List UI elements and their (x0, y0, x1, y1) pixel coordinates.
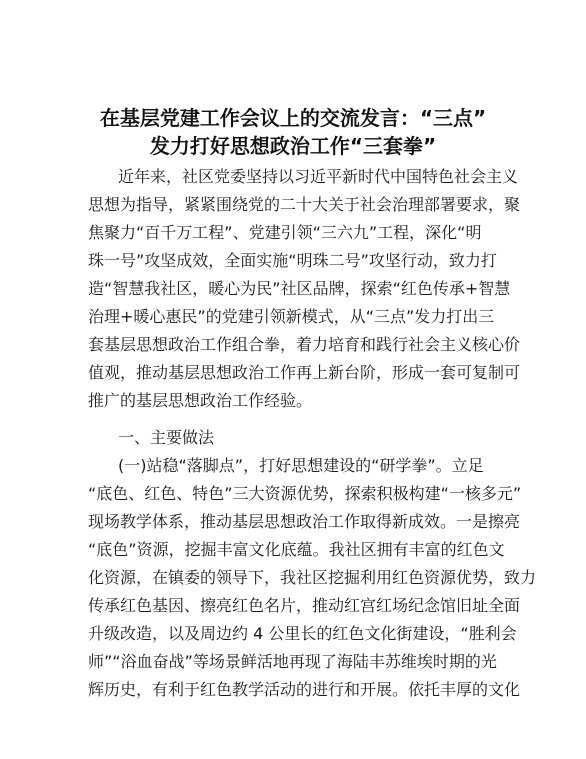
section-line: “底色”资源，挖掘丰富文化底蕴。我社区拥有丰富的红色文 (88, 540, 505, 559)
document-title-line-1: 在基层党建工作会议上的交流发言：“三点” (99, 106, 487, 130)
section-line: 化资源，在镇委的领导下，我社区挖掘利用红色资源优势，致力 (88, 568, 537, 587)
intro-line: 焦聚力“百千万工程”、党建引领“三六九”工程，深化“明 (88, 223, 482, 242)
section-line: 师”“浴血奋战”等场景鲜活地再现了海陆丰苏维埃时期的光 (88, 652, 497, 671)
intro-line: 造“智慧我社区，暖心为民”社区品牌，探索“红色传承+智慧 (88, 279, 511, 298)
section-line: 辉历史，有利于红色教学活动的进行和开展。依托丰厚的文化 (88, 680, 521, 699)
section-line: (一)站稳“落脚点”，打好思想建设的“研学拳”。立足 (118, 456, 484, 475)
intro-line: 推广的基层思想政治工作经验。 (88, 391, 313, 410)
intro-line: 值观，推动基层思想政治工作再上新台阶，形成一套可复制可 (88, 363, 521, 382)
section-line: 传承红色基因、擦亮红色名片，推动红宫红场纪念馆旧址全面 (88, 596, 521, 615)
intro-line: 珠一号”攻坚成效，全面实施“明珠二号”攻坚行动，致力打 (88, 251, 497, 270)
section-line: 现场教学体系，推动基层思想政治工作取得新成效。一是擦亮 (88, 512, 521, 531)
section-heading: 一、主要做法 (118, 428, 215, 447)
section-line: 升级改造，以及周边约 4 公里长的红色文化街建设，“胜利会 (88, 624, 517, 643)
intro-line: 治理+暖心惠民”的党建引领新模式，从“三点”发力打出三 (88, 307, 495, 326)
intro-line: 近年来，社区党委坚持以习近平新时代中国特色社会主义 (118, 167, 519, 186)
intro-line: 套基层思想政治工作组合拳，着力培育和践行社会主义核心价 (88, 335, 521, 354)
document-title-line-2: 发力打好思想政治工作“三套拳” (149, 134, 437, 158)
section-line: “底色、红色、特色”三大资源优势，探索积极构建“一核多元” (88, 484, 522, 503)
intro-line: 思想为指导，紧紧围绕党的二十大关于社会治理部署要求，聚 (88, 195, 521, 214)
